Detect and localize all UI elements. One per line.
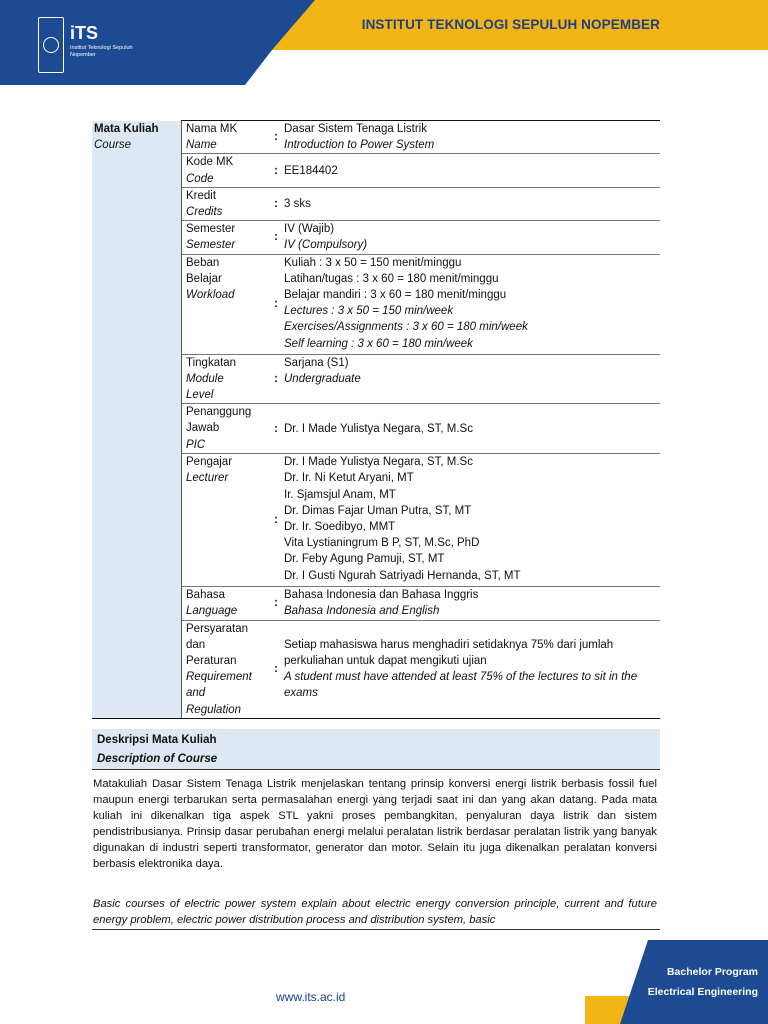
course-label-cell: [92, 121, 182, 719]
field-label-cell: [182, 254, 273, 354]
field-label: Jawab: [186, 422, 220, 435]
field-value: EE184402: [284, 164, 338, 177]
description-header: [92, 729, 660, 769]
field-label-cell: [182, 187, 273, 220]
field-separator: :: [272, 187, 280, 220]
field-value-en: Exercises/Assignments : 3 x 60 = 180 min/week: [284, 321, 528, 334]
field-label-en: Level: [186, 389, 214, 402]
field-label-en: Regulation: [186, 703, 241, 716]
field-value: Dr. I Gusti Ngurah Satriyadi Hernanda, ST, MT: [284, 569, 521, 582]
field-label: Kode MK: [186, 156, 234, 169]
field-separator: :: [272, 254, 280, 354]
field-separator: :: [272, 121, 280, 154]
logo-text: iTS: [70, 23, 99, 43]
field-value-cell: [280, 254, 660, 354]
field-value: Setiap mahasiswa harus menghadiri setidaknya 75% dari jumlah perkuliahan untuk dapat mengikuti ujian: [284, 638, 614, 668]
description-title-id: Deskripsi Mata Kuliah: [97, 734, 217, 746]
field-value: Bahasa Indonesia dan Bahasa Inggris: [284, 589, 479, 602]
field-value-cell: [280, 221, 660, 254]
field-label-en: Language: [186, 605, 238, 618]
field-label: Bahasa: [186, 589, 226, 602]
field-value: Vita Lystianingrum B P, ST, M.Sc, PhD: [284, 537, 480, 550]
description-text-id: Matakuliah Dasar Sistem Tenaga Listrik menjelaskan tentang prinsip konversi energi listrik berbasis fossil fuel maupun energi terbarukan serta permasalahan energi yang terjadi saat ini dan yang akan datang. Pada mata kuliah ini dikenalkan tiga aspek STL yakni proses pembangkitan, penyaluran daya listrik dan sistem pendistribusianya. Prinsip dasar perubahan energi melalui peralatan listrik berdasar peralatan listrik yang banyak digunakan di industri seperti transformator, generator dan motor. Selain itu juga dikenalkan peralatan konversi berbasis elektronika daya.: [93, 778, 657, 871]
field-label-en: Code: [186, 172, 214, 185]
field-value-cell: [280, 354, 660, 404]
field-label-en: Semester: [186, 239, 236, 252]
field-label-en: PIC: [186, 438, 206, 451]
field-label-en: Module: [186, 372, 224, 385]
field-value: Kuliah : 3 x 50 = 150 menit/minggu: [284, 256, 462, 269]
field-label-en: Credits: [186, 206, 223, 219]
field-label-cell: [182, 620, 273, 718]
description-title-en: Description of Course: [97, 753, 218, 765]
field-value-en: IV (Compulsory): [284, 239, 368, 252]
field-label: Beban: [186, 256, 220, 269]
page-bottom-rule: [92, 929, 660, 930]
field-label: Belajar: [186, 272, 222, 285]
field-value-cell: [280, 121, 660, 154]
field-separator: :: [272, 354, 280, 404]
field-label-en: Workload: [186, 289, 235, 302]
field-value: Dr. Ir. Soedibyo, MMT: [284, 521, 396, 534]
field-value: Belajar mandiri : 3 x 60 = 180 menit/minggu: [284, 289, 507, 302]
field-separator: :: [272, 154, 280, 187]
field-value: Dr. I Made Yulistya Negara, ST, M.Sc: [284, 422, 473, 435]
field-value-cell: [280, 620, 660, 718]
its-logo: [38, 17, 138, 75]
field-value: Sarjana (S1): [284, 356, 349, 369]
field-value-en: Undergraduate: [284, 372, 361, 385]
institution-name: INSTITUT TEKNOLOGI SEPULUH NOPEMBER: [361, 17, 660, 32]
field-value: IV (Wajib): [284, 223, 335, 236]
field-label-en: Requirement: [186, 671, 252, 684]
field-label-cell: [182, 587, 273, 620]
course-label-id: Mata Kuliah: [94, 122, 159, 135]
description-divider: [92, 769, 660, 770]
field-value: Dr. I Made Yulistya Negara, ST, M.Sc: [284, 456, 473, 469]
field-value: Ir. Sjamsjul Anam, MT: [284, 488, 396, 501]
program-label: [628, 962, 758, 1002]
field-value-en: Self learning : 3 x 60 = 180 min/week: [284, 337, 473, 350]
field-separator: :: [272, 620, 280, 718]
field-label: Peraturan: [186, 655, 237, 668]
course-info-table: [92, 120, 660, 719]
field-value: Dr. Feby Agung Pamuji, ST, MT: [284, 553, 445, 566]
field-label-cell: [182, 454, 273, 587]
field-separator: :: [272, 404, 280, 454]
course-row: [92, 121, 660, 154]
field-label-en: Name: [186, 139, 217, 152]
field-value-en: Lectures : 3 x 50 = 150 min/week: [284, 305, 454, 318]
field-separator: :: [272, 587, 280, 620]
its-seal-icon: [38, 17, 64, 73]
course-label-en: Course: [94, 138, 132, 151]
field-label: Tingkatan: [186, 356, 237, 369]
field-value: 3 sks: [284, 197, 311, 210]
description-text-en: Basic courses of electric power system explain about electric energy conversion principle, current and future energy problem, electric power distribution process and distribution system, basic: [93, 898, 657, 927]
field-value-cell: [280, 404, 660, 454]
field-value-en: A student must have attended at least 75% of the lectures to sit in the exams: [284, 671, 638, 700]
field-label: Semester: [186, 223, 236, 236]
program-line-2: Electrical Engineering: [647, 986, 758, 998]
field-value: Latihan/tugas : 3 x 60 = 180 menit/minggu: [284, 272, 499, 285]
field-label-cell: [182, 404, 273, 454]
field-separator: :: [272, 454, 280, 587]
field-label-cell: [182, 121, 273, 154]
field-label-en: and: [186, 687, 206, 700]
field-value-cell: [280, 454, 660, 587]
website-link[interactable]: www.its.ac.id: [276, 990, 346, 1004]
field-value-en: Bahasa Indonesia and English: [284, 605, 440, 618]
field-value: Dr. Dimas Fajar Uman Putra, ST, MT: [284, 504, 472, 517]
field-label: dan: [186, 638, 206, 651]
field-value-cell: [280, 154, 660, 187]
field-label-cell: [182, 221, 273, 254]
program-line-1: Bachelor Program: [666, 966, 758, 978]
field-separator: :: [272, 221, 280, 254]
field-label-cell: [182, 354, 273, 404]
field-label: Penanggung: [186, 406, 252, 419]
field-value: Dr. Ir. Ni Ketut Aryani, MT: [284, 472, 414, 485]
field-label: Persyaratan: [186, 622, 249, 635]
field-value-cell: [280, 187, 660, 220]
field-label: Kredit: [186, 189, 217, 202]
field-label-cell: [182, 154, 273, 187]
field-label: Pengajar: [186, 456, 233, 469]
field-value-en: Introduction to Power System: [284, 139, 435, 152]
logo-subtext: Institut Teknologi Sepuluh Nopember: [70, 45, 133, 58]
field-label: Nama MK: [186, 123, 238, 135]
field-label-en: Lecturer: [186, 472, 229, 485]
field-value: Dasar Sistem Tenaga Listrik: [284, 123, 427, 135]
field-value-cell: [280, 587, 660, 620]
